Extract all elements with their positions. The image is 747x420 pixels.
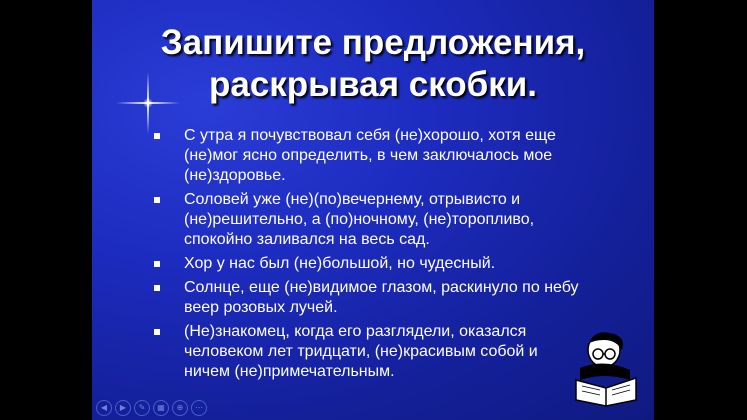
slideshow-toolbar [96,400,207,418]
bullet-line: Хор у нас был (не)большой, но чудесный. [184,255,496,272]
slide-title [92,22,654,106]
bullet-line: (не)здоровье. [184,167,286,184]
reading-professor-clipart [570,328,644,408]
bullet-line: Соловей уже (не)(по)вечернему, отрывисто и [184,191,521,208]
next-slide-icon[interactable]: ▶ [115,400,131,416]
prev-slide-icon[interactable]: ◀ [96,400,112,416]
slide-title-line: Запишите предложения, [160,23,586,62]
bullet-icon [154,133,160,139]
pen-icon[interactable]: ✎ [134,400,150,416]
bullet-icon [154,329,160,335]
bullet-line: Солнце, еще (не)видимое глазом, раскинуло по небу [184,279,579,296]
more-icon[interactable]: ⋯ [191,400,207,416]
list-item [154,126,594,186]
bullet-icon [154,285,160,291]
bullet-line: (не)решительно, а (по)ночному, (не)торопливо, [184,211,535,228]
bullet-line: С утра я почувствовал себя (не)хорошо, хотя еще [184,127,556,144]
bullet-line: ничем (не)примечательным. [184,363,395,380]
bullet-line: спокойно заливался на весь сад. [184,231,430,248]
slide [92,0,654,420]
slides-icon[interactable]: ▦ [153,400,169,416]
list-item [154,190,594,250]
bullet-line: человеком лет тридцати, (не)красивым собой и [184,343,538,360]
slide-title-line: раскрывая скобки. [208,65,538,104]
list-item [154,254,594,274]
bullet-line: (не)мог ясно определить, в чем заключалось мое [184,147,553,164]
bullet-icon [154,261,160,267]
zoom-icon[interactable]: ⊕ [172,400,188,416]
bullet-list [154,126,594,386]
bullet-line: (Не)знакомец, когда его разглядели, оказался [184,323,527,340]
bullet-icon [154,197,160,203]
list-item [154,322,594,382]
list-item [154,278,594,318]
bullet-line: веер розовых лучей. [184,299,338,316]
